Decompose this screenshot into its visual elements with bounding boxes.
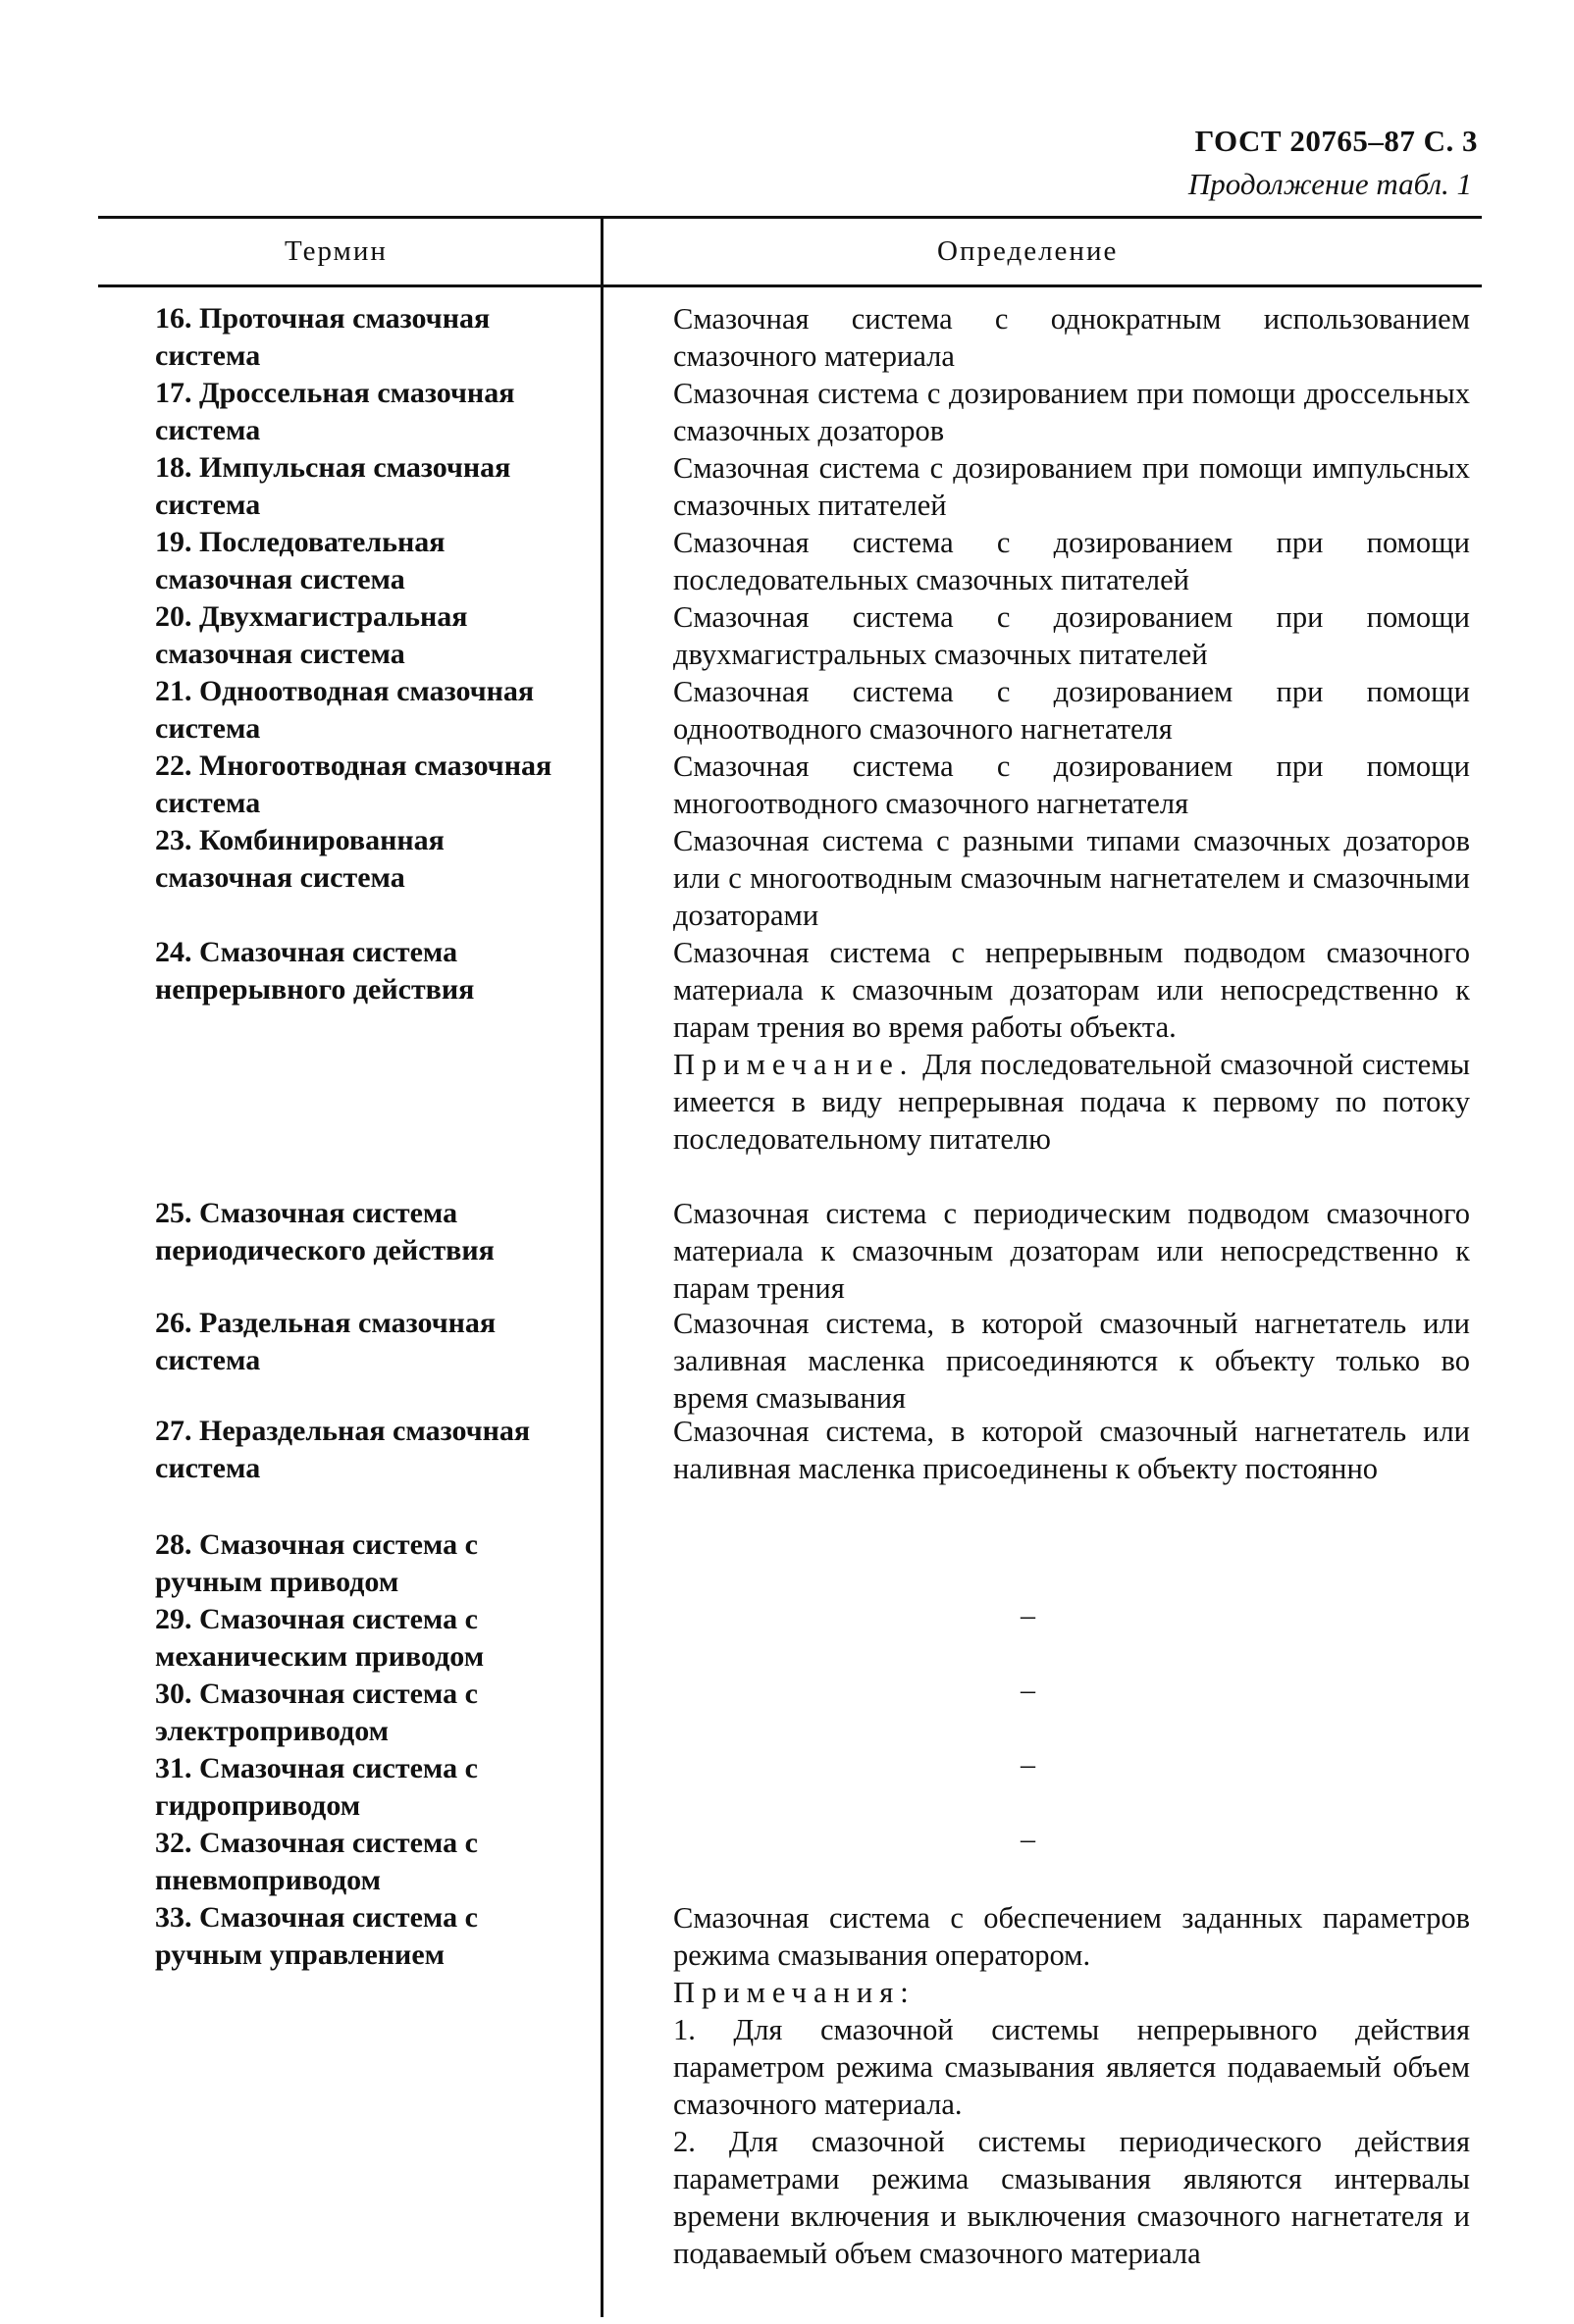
dash-placeholder: – (1021, 1674, 1035, 1706)
table-row-definition: Смазочная система с дозированием при помощи дроссельных смазочных дозаторов (673, 377, 1470, 447)
column-header-term: Термин (285, 235, 388, 267)
note-text: Для последовательной смазочной системы имеется в виду непрерывная подача к первому по потоку последовательному питателю (673, 1048, 1470, 1156)
table-row-definition: Смазочная система с непрерывным подводом смазочного материала к смазочным дозаторам или непосредственно к парам трения во время работы объекта. Примечание. Для последовательной смазочной системы имеется в виду непрерывная подача к первому по потоку последовательному питателю (673, 936, 1470, 1156)
table-row-definition: Смазочная система с дозированием при помощи одноотводного смазочного нагнетателя (673, 675, 1470, 746)
table-row-term: 17. Дроссельная смазочная система (155, 377, 515, 446)
table-row-definition: Смазочная система с обеспечением заданных параметров режима смазывания оператором. Примечания: 1. Для смазочной системы непрерывного действия параметром режима смазывания является подаваемый объем смазочного материала. 2. Для смазочной системы периодического действия параметрами режима смазывания являются интервалы времени включения и выключения смазочного нагнетателя и подаваемый объем смазочного материала (624, 1899, 1470, 2272)
table-row-term: 22. Многоотводная смазочная система (155, 749, 552, 819)
table-row-definition: Смазочная система, в которой смазочный нагнетатель или заливная масленка присоединяются к объекту только во время смазывания (673, 1307, 1470, 1415)
table-row-term: 23. Комбинированная смазочная система (155, 824, 445, 894)
notes-label: Примечания: (673, 1976, 916, 2009)
table-row-term: 26. Раздельная смазочная система (155, 1307, 497, 1376)
table-top-rule (98, 216, 1482, 219)
header-bottom-rule (98, 284, 1482, 287)
table-row-term: 16. Проточная смазочная система (155, 302, 491, 372)
dash-placeholder: – (1021, 1823, 1035, 1855)
note-item: 2. Для смазочной системы периодического действия параметрами режима смазывания являются интервалы времени включения и выключения смазочного нагнетателя и подаваемый объем смазочного материала (673, 2125, 1470, 2270)
table-row-term: 24. Смазочная система непрерывного действия (155, 936, 475, 1006)
table-row-definition: Смазочная система с дозированием при помощи последовательных смазочных питателей (673, 526, 1470, 596)
table-row-definition: Смазочная система с дозированием при помощи многоотводного смазочного нагнетателя (673, 749, 1470, 820)
column-header-definition: Определение (937, 235, 1119, 267)
dash-placeholder: – (1021, 1748, 1035, 1781)
table-row-term: 32. Смазочная система с пневмоприводом (155, 1827, 478, 1896)
table-row-term: 19. Последовательная смазочная система (155, 526, 446, 595)
table-row-definition: Смазочная система с однократным использованием смазочного материала (673, 302, 1470, 373)
table-row-term: 33. Смазочная система с ручным управлением (155, 1901, 478, 1971)
table-row-term: 21. Одноотводная смазочная система (155, 675, 535, 745)
table-row-term: 20. Двухмагистральная смазочная система (155, 600, 468, 670)
table-row-definition: Смазочная система, в которой смазочный нагнетатель или наливная масленка присоединены к объекту постоянно (673, 1415, 1470, 1485)
header-code: ГОСТ 20765–87 С. 3 (1194, 124, 1478, 158)
header-continuation: Продолжение табл. 1 (1187, 167, 1472, 201)
dash-placeholder: – (1021, 1599, 1035, 1631)
table-row-term: 29. Смазочная система с механическим приводом (155, 1603, 485, 1673)
table-row-definition: Смазочная система с разными типами смазочных дозаторов или с многоотводным смазочным нагнетателем и смазочными дозаторами (673, 824, 1470, 932)
table-row-term: 18. Импульсная смазочная система (155, 451, 511, 521)
table-row-term: 31. Смазочная система с гидроприводом (155, 1752, 478, 1822)
table-row-term: 28. Смазочная система с ручным приводом (155, 1528, 478, 1598)
note-item: 1. Для смазочной системы непрерывного действия параметром режима смазывания является подаваемый объем смазочного материала. (673, 2013, 1470, 2121)
table-row-term: 25. Смазочная система периодического действия (155, 1197, 495, 1266)
table-row-term: 27. Нераздельная смазочная система (155, 1415, 531, 1484)
column-divider (601, 218, 603, 2317)
table-row-definition: Смазочная система с дозированием при помощи импульсных смазочных питателей (673, 451, 1470, 522)
table-row-definition: Смазочная система с периодическим подводом смазочного материала к смазочным дозаторам или непосредственно к парам трения (673, 1197, 1470, 1305)
table-row-definition: Смазочная система с дозированием при помощи двухмагистральных смазочных питателей (673, 600, 1470, 671)
table-row-term: 30. Смазочная система с электроприводом (155, 1678, 478, 1747)
note-label: Примечание. (673, 1048, 915, 1081)
